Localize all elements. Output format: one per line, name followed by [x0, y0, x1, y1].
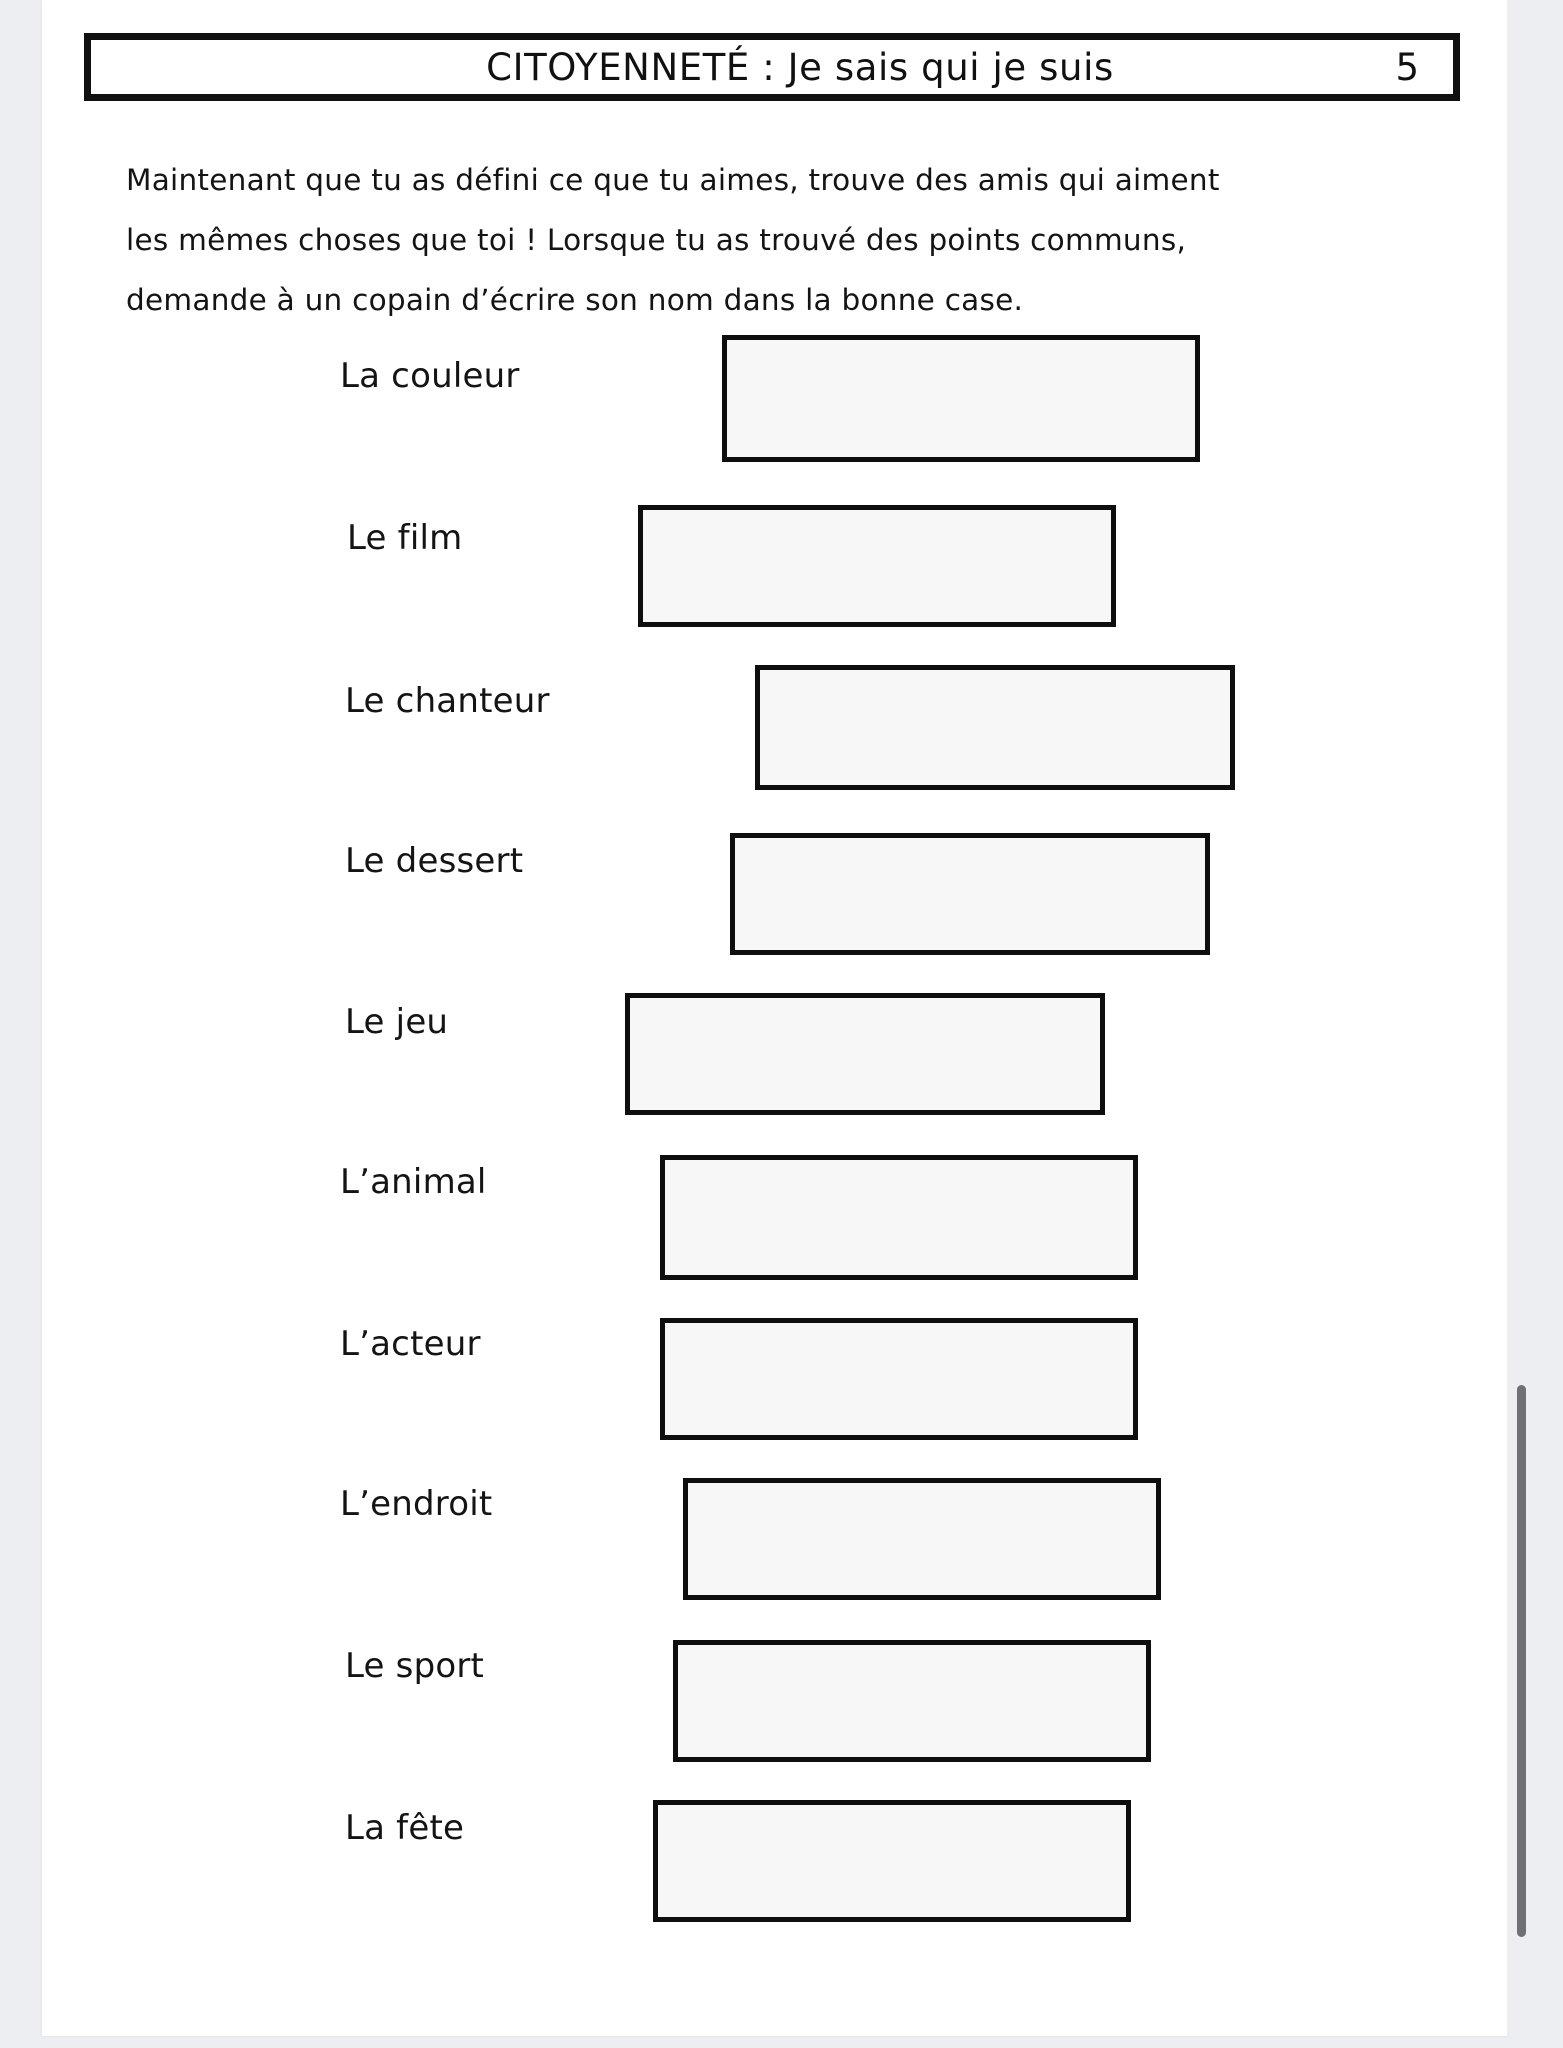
- name-field-le-dessert[interactable]: [730, 833, 1210, 955]
- row-label-le-film: Le film: [347, 518, 463, 558]
- name-field-lendroit[interactable]: [683, 1478, 1161, 1600]
- name-field-la-fete[interactable]: [653, 1800, 1131, 1922]
- instructions-line-2: les mêmes choses que toi ! Lorsque tu as trouvé des points communs,: [126, 223, 1187, 257]
- row-label-lacteur: L’acteur: [340, 1324, 481, 1364]
- row-label-lendroit: L’endroit: [340, 1484, 493, 1524]
- name-field-lanimal[interactable]: [660, 1155, 1138, 1280]
- worksheet-page: [42, 0, 1507, 2036]
- row-label-le-dessert: Le dessert: [345, 841, 524, 881]
- name-field-le-sport[interactable]: [673, 1640, 1151, 1762]
- name-field-lacteur[interactable]: [660, 1318, 1138, 1440]
- row-label-le-chanteur: Le chanteur: [345, 681, 550, 721]
- row-label-la-fete: La fête: [345, 1808, 465, 1848]
- instructions-line-3: demande à un copain d’écrire son nom dans la bonne case.: [126, 283, 1024, 317]
- vertical-scrollbar-track[interactable]: [1507, 0, 1563, 2048]
- page-number: 5: [1395, 45, 1419, 89]
- row-label-le-sport: Le sport: [345, 1646, 485, 1686]
- row-label-lanimal: L’animal: [340, 1162, 487, 1202]
- name-field-le-jeu[interactable]: [625, 993, 1105, 1115]
- name-field-la-couleur[interactable]: [722, 335, 1200, 462]
- instructions-line-1: Maintenant que tu as défini ce que tu aimes, trouve des amis qui aiment: [126, 163, 1220, 197]
- name-field-le-chanteur[interactable]: [755, 665, 1235, 790]
- row-label-la-couleur: La couleur: [340, 356, 520, 396]
- category-rows: [42, 0, 1507, 2036]
- name-field-le-film[interactable]: [638, 505, 1116, 627]
- page-title: CITOYENNETÉ : Je sais qui je suis: [486, 45, 1114, 89]
- row-label-le-jeu: Le jeu: [345, 1002, 449, 1042]
- vertical-scrollbar-thumb[interactable]: [1517, 1385, 1526, 1937]
